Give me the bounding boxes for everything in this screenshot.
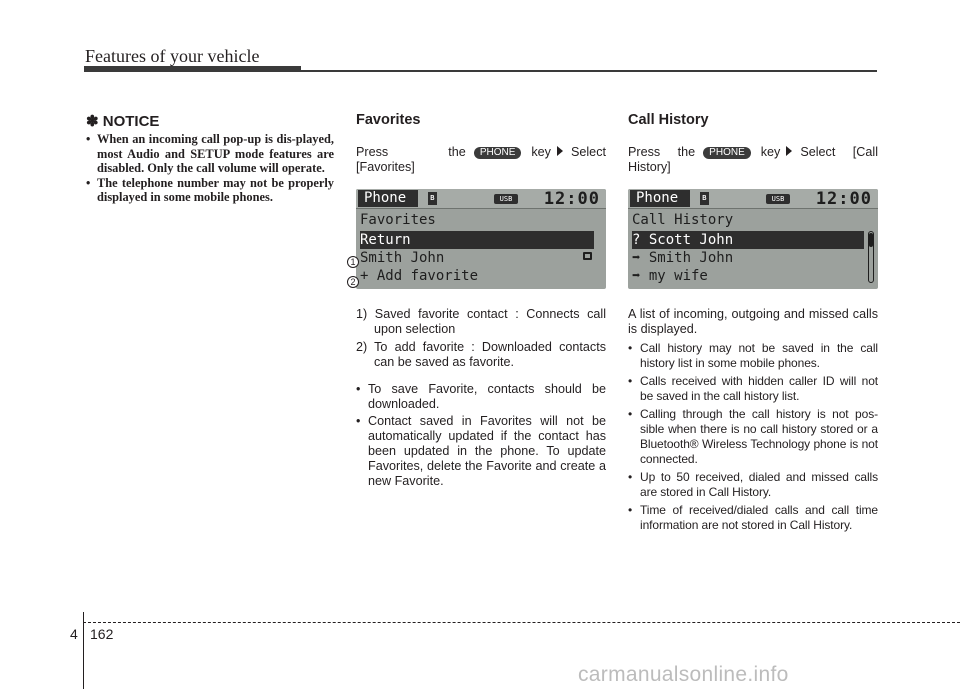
call-history-bullets: [628, 341, 878, 533]
screen-row-call[interactable]: ➡ Smith John: [632, 250, 734, 266]
bullet-item: • Time of received/dialed calls and call time information are not stored in Call History.: [628, 503, 878, 533]
screen-header: [356, 189, 606, 209]
footer-divider-horizontal: [83, 622, 960, 623]
favorites-screen: [356, 189, 606, 289]
favorites-column: [356, 112, 606, 491]
usb-icon: USB: [766, 194, 790, 204]
callout-1: 1: [347, 256, 359, 268]
screen-title: Phone: [358, 190, 418, 207]
page-header-title: Features of your vehicle: [85, 46, 260, 66]
screen-row-missed-call[interactable]: ? Scott John: [632, 231, 864, 249]
screen-subtitle: Favorites: [360, 212, 436, 228]
bullet-item: • Contact saved in Favorites will not be automatically updated if the contact has been updated in the phone. To update Favorites, delete the Favorite and create a new Favorite.: [356, 414, 606, 489]
call-history-instruction: [628, 145, 878, 175]
header-rule-thick: [84, 66, 301, 72]
contact-card-icon: [583, 252, 592, 260]
notice-list: [86, 132, 334, 205]
screen-clock: 12:00: [543, 189, 600, 209]
call-history-screen: [628, 189, 878, 289]
bullet-item: • To save Favorite, contacts should be downloaded.: [356, 382, 606, 412]
footer-divider-vertical: [83, 612, 84, 689]
callout-2: 2: [347, 276, 359, 288]
instruction-key: key: [760, 145, 781, 159]
bullet-item: • Calling through the call history is not pos-sible when there is no call history stored or a Bluetooth® Wireless Technology phone is not connected.: [628, 407, 878, 467]
usb-icon: USB: [494, 194, 518, 204]
watermark: carmanualsonline.info: [578, 663, 789, 686]
scrollbar[interactable]: [868, 231, 874, 283]
numbered-item: 2) To add favorite : Downloaded contacts can be saved as favorite.: [356, 340, 606, 369]
screen-clock: 12:00: [815, 189, 872, 209]
bluetooth-icon: ʙ: [429, 193, 436, 203]
bluetooth-icon: ʙ: [701, 193, 708, 203]
screen-row-return[interactable]: Return: [360, 231, 594, 249]
chapter-number: 4: [70, 626, 78, 642]
call-history-intro: A list of incoming, outgoing and missed calls is displayed.: [628, 307, 878, 336]
arrow-right-icon: [557, 146, 563, 156]
call-history-title: Call History: [628, 112, 709, 128]
favorites-bullets: [356, 382, 606, 489]
favorites-instruction: [356, 145, 606, 175]
call-history-column: [628, 112, 878, 536]
instruction-press: Press the: [628, 145, 696, 159]
phone-key-badge: PHONE: [474, 147, 522, 159]
notice-item: • When an incoming call pop-up is dis-played, most Audio and SETUP mode features are disabled. Only the call volume will operate.: [86, 132, 334, 176]
phone-key-badge: PHONE: [703, 147, 751, 159]
screen-title: Phone: [630, 190, 690, 207]
bullet-item: • Up to 50 received, dialed and missed calls are stored in Call History.: [628, 470, 878, 500]
notice-item: • The telephone number may not be properly displayed in some mobile phones.: [86, 176, 334, 205]
notice-title: ✽ NOTICE: [86, 113, 160, 130]
bullet-item: • Calls received with hidden caller ID will not be saved in the call history list.: [628, 374, 878, 404]
bullet-item: • Call history may not be saved in the call history list in some mobile phones.: [628, 341, 878, 371]
screen-row-call[interactable]: ➡ my wife: [632, 268, 708, 284]
instruction-key: key: [531, 145, 551, 159]
instruction-select: Select [Call History]: [628, 145, 878, 174]
instruction-select: Select [Favorites]: [356, 145, 606, 174]
instruction-press: Press the: [356, 145, 466, 159]
screen-subtitle: Call History: [632, 212, 734, 228]
screen-row-contact[interactable]: Smith John: [360, 250, 445, 266]
arrow-right-icon: [786, 146, 792, 156]
notice-column: [86, 112, 334, 205]
favorites-numbered-list: [356, 307, 606, 370]
favorites-title: Favorites: [356, 112, 421, 128]
page-number: 162: [90, 626, 114, 642]
screen-row-add-favorite[interactable]: + Add favorite: [360, 268, 479, 284]
screen-header: [628, 189, 878, 209]
numbered-item: 1) Saved favorite contact : Connects call upon selection: [356, 307, 606, 336]
header-rule-thin: [301, 70, 877, 72]
